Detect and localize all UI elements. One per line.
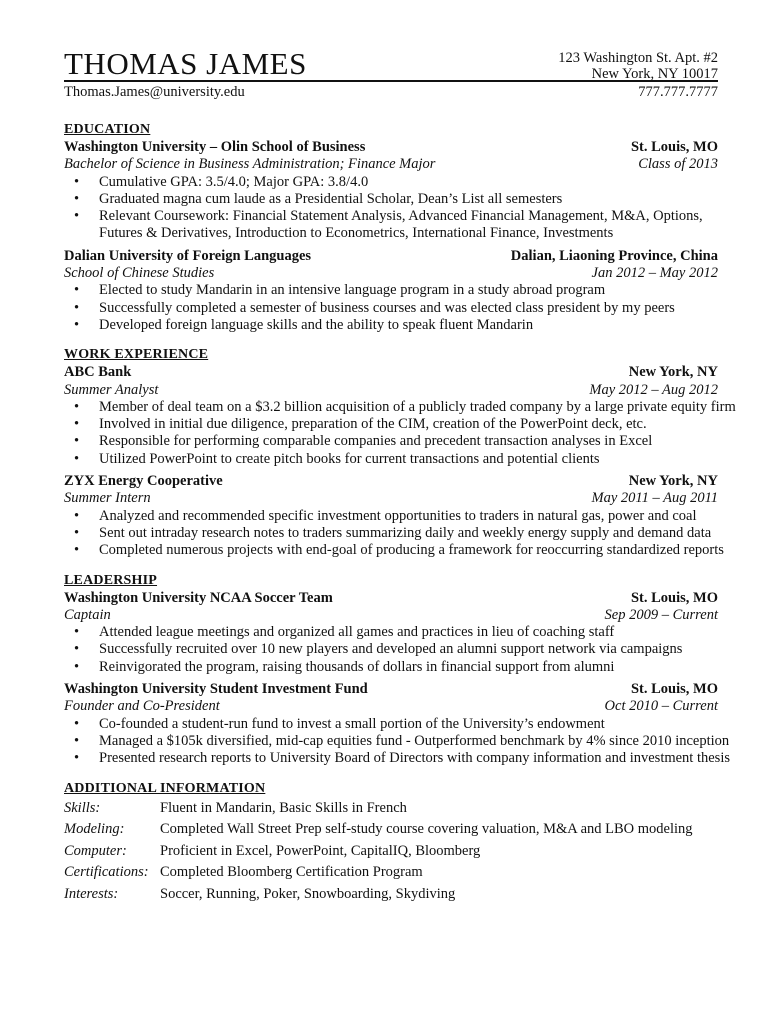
bullet-icon: • [74,316,80,333]
section-title: EDUCATION [64,122,151,137]
leadership-section [64,572,730,768]
contact-row [64,84,718,102]
bullet-text: Relevant Coursework: Financial Statement Analysis, Advanced Financial Management, M&A, Options, [99,208,703,225]
entry-subheader [64,490,718,507]
bullet-icon: • [74,416,80,433]
info-label: Computer: [64,842,127,859]
section-title: LEADERSHIP [64,572,158,588]
employer-name: ABC Bank [64,364,132,381]
entry-date: May 2011 – Aug 2011 [591,490,718,507]
bullet-item [64,300,718,317]
bullet-text: Responsible for performing comparable companies and precedent transaction analyses in Excel [99,433,653,450]
entry-date: May 2012 – Aug 2012 [589,381,718,398]
bullet-text: Completed numerous projects with end-goal of producing a framework for reoccurring standardized reports [99,542,724,559]
entry-header [64,248,718,265]
bullet-icon: • [74,507,80,524]
info-value: Completed Bloomberg Certification Program [160,864,423,880]
job-title: Summer Analyst [64,381,159,398]
bullet-list [64,174,718,243]
bullet-item [64,716,718,733]
bullet-icon: • [74,524,80,541]
bullet-icon: • [74,450,80,467]
entry-subheader [64,607,718,624]
section-title: WORK EXPERIENCE [64,347,209,363]
bullet-list [64,282,718,334]
info-value: Completed Wall Street Prep self-study course covering valuation, M&A and LBO modeling [160,821,693,837]
candidate-name: THOMAS JAMES [64,46,307,81]
email-address: Thomas.James@university.edu [64,84,245,100]
additional-information-section [64,780,718,906]
bullet-icon: • [74,282,80,299]
bullet-item [64,208,718,225]
work-entry [64,473,724,559]
job-title: Summer Intern [64,490,151,507]
info-label: Interests: [64,885,119,902]
bullet-text: Managed a $105k diversified, mid-cap equities fund - Outperformed benchmark by 4% since 2010 inception [99,732,730,749]
bullet-icon: • [74,641,80,658]
bullet-text: Sent out intraday research notes to traders summarizing daily and weekly energy supply and demand data [99,524,712,541]
leadership-entry [64,590,718,676]
bullet-item [64,451,718,468]
bullet-icon: • [74,433,80,450]
address-line-2: New York, NY 10017 [591,66,718,82]
work-experience-section [64,346,736,559]
bullet-icon: • [74,658,80,675]
section-title: ADDITIONAL INFORMATION [64,780,266,796]
education-section [64,121,718,334]
bullet-icon: • [74,208,80,225]
resume-body [64,121,736,905]
entry-header [64,364,718,381]
position-title: Founder and Co-President [64,698,220,715]
entry-header [64,590,718,607]
bullet-text: Utilized PowerPoint to create pitch books for current transactions and potential clients [99,450,600,467]
bullet-list [64,624,718,676]
bullet-item [64,542,724,559]
bullet-item [64,191,718,208]
entry-location: St. Louis, MO [630,139,718,155]
entry-header [64,473,718,490]
work-entry [64,364,736,468]
bullet-text: Reinvigorated the program, raising thousands of dollars in financial support from alumni [99,658,615,675]
bullet-text: Member of deal team on a $3.2 billion acquisition of a publicly traded company by a large private equity firm [99,398,736,415]
degree: Bachelor of Science in Business Administration; Finance Major [64,156,436,173]
bullet-text: Cumulative GPA: 3.5/4.0; Major GPA: 3.8/4.0 [99,173,369,190]
organization-name: Washington University NCAA Soccer Team [64,589,333,606]
entry-date: Class of 2013 [638,156,718,173]
entry-header [64,681,718,698]
bullet-icon: • [74,750,80,767]
bullet-item [64,659,718,676]
mailing-address [558,50,718,82]
address-line-1: 123 Washington St. Apt. #2 [558,50,718,66]
entry-date: Sep 2009 – Current [604,606,718,623]
bullet-text: Attended league meetings and organized all games and practices in lieu of coaching staff [99,624,615,641]
education-entry [64,248,718,334]
institution-name: Dalian University of Foreign Languages [64,247,312,264]
position-title: Captain [64,606,111,623]
entry-location: New York, NY [628,364,718,381]
entry-subheader [64,698,718,715]
employer-name: ZYX Energy Cooperative [64,473,223,490]
info-label: Modeling: [64,821,125,837]
education-entry [64,139,718,243]
bullet-text: Graduated magna cum laude as a Presidential Scholar, Dean’s List all semesters [99,190,563,207]
entry-subheader [64,156,718,173]
bullet-icon: • [74,299,80,316]
bullet-item [64,750,730,767]
bullet-text: Presented research reports to University Board of Directors with company information and investment thesis [99,750,730,767]
bullet-icon: • [74,190,80,207]
entry-location: Dalian, Liaoning Province, China [510,247,718,264]
info-value: Proficient in Excel, PowerPoint, CapitalIQ, Bloomberg [160,842,481,859]
bullet-item [64,433,718,450]
bullet-text: Successfully completed a semester of business courses and was elected class president by my peers [99,299,675,316]
program-name: School of Chinese Studies [64,265,215,282]
bullet-text: Involved in initial due diligence, preparation of the CIM, creation of the PowerPoint deck, etc. [99,416,647,433]
entry-subheader [64,382,718,399]
leadership-entry [64,681,730,767]
bullet-item [64,398,736,416]
bullet-icon: • [74,624,80,641]
bullet-icon: • [74,715,80,732]
bullet-text: Developed foreign language skills and the ability to speak fluent Mandarin [99,316,534,333]
bullet-text: Co-founded a student-run fund to invest a small portion of the University’s endowment [99,715,605,732]
bullet-item [64,641,718,658]
info-label: Skills: [64,799,101,816]
bullet-item [64,624,718,641]
bullet-item [64,416,718,433]
bullet-icon: • [74,732,80,749]
entry-location: New York, NY [628,473,718,490]
bullet-list [64,507,724,560]
bullet-text: Analyzed and recommended specific investment opportunities to traders in natural gas, power and coal [99,507,697,524]
institution-name: Washington University – Olin School of Business [64,139,366,155]
additional-info-list [64,798,718,906]
bullet-icon: • [74,398,80,415]
bullet-text: Elected to study Mandarin in an intensive language program in a study abroad program [99,282,606,299]
header-divider [64,80,718,82]
entry-location: St. Louis, MO [630,681,718,698]
info-value: Fluent in Mandarin, Basic Skills in French [160,799,407,816]
bullet-item [64,508,718,525]
bullet-item [64,525,718,542]
info-label: Certifications: [64,864,149,880]
entry-date: Oct 2010 – Current [604,698,718,715]
info-value: Soccer, Running, Poker, Snowboarding, Skydiving [160,885,456,902]
bullet-item [64,174,718,191]
entry-subheader [64,265,718,282]
entry-date: Jan 2012 – May 2012 [591,265,718,282]
bullet-text: Futures & Derivatives, Introduction to Econometrics, International Finance, Investments [99,225,614,242]
bullet-text: Successfully recruited over 10 new players and developed an alumni support network via campaigns [99,641,683,658]
resume-header [64,44,718,82]
bullet-icon: • [74,173,80,190]
entry-header [64,139,718,156]
bullet-list [64,715,730,768]
bullet-item [64,732,730,750]
entry-location: St. Louis, MO [630,589,718,606]
bullet-item [64,282,718,299]
bullet-icon: • [74,542,80,559]
bullet-continuation [64,225,718,242]
bullet-item [64,317,718,334]
phone-number: 777.777.7777 [638,84,718,100]
organization-name: Washington University Student Investment Fund [64,681,368,698]
bullet-list [64,398,736,468]
